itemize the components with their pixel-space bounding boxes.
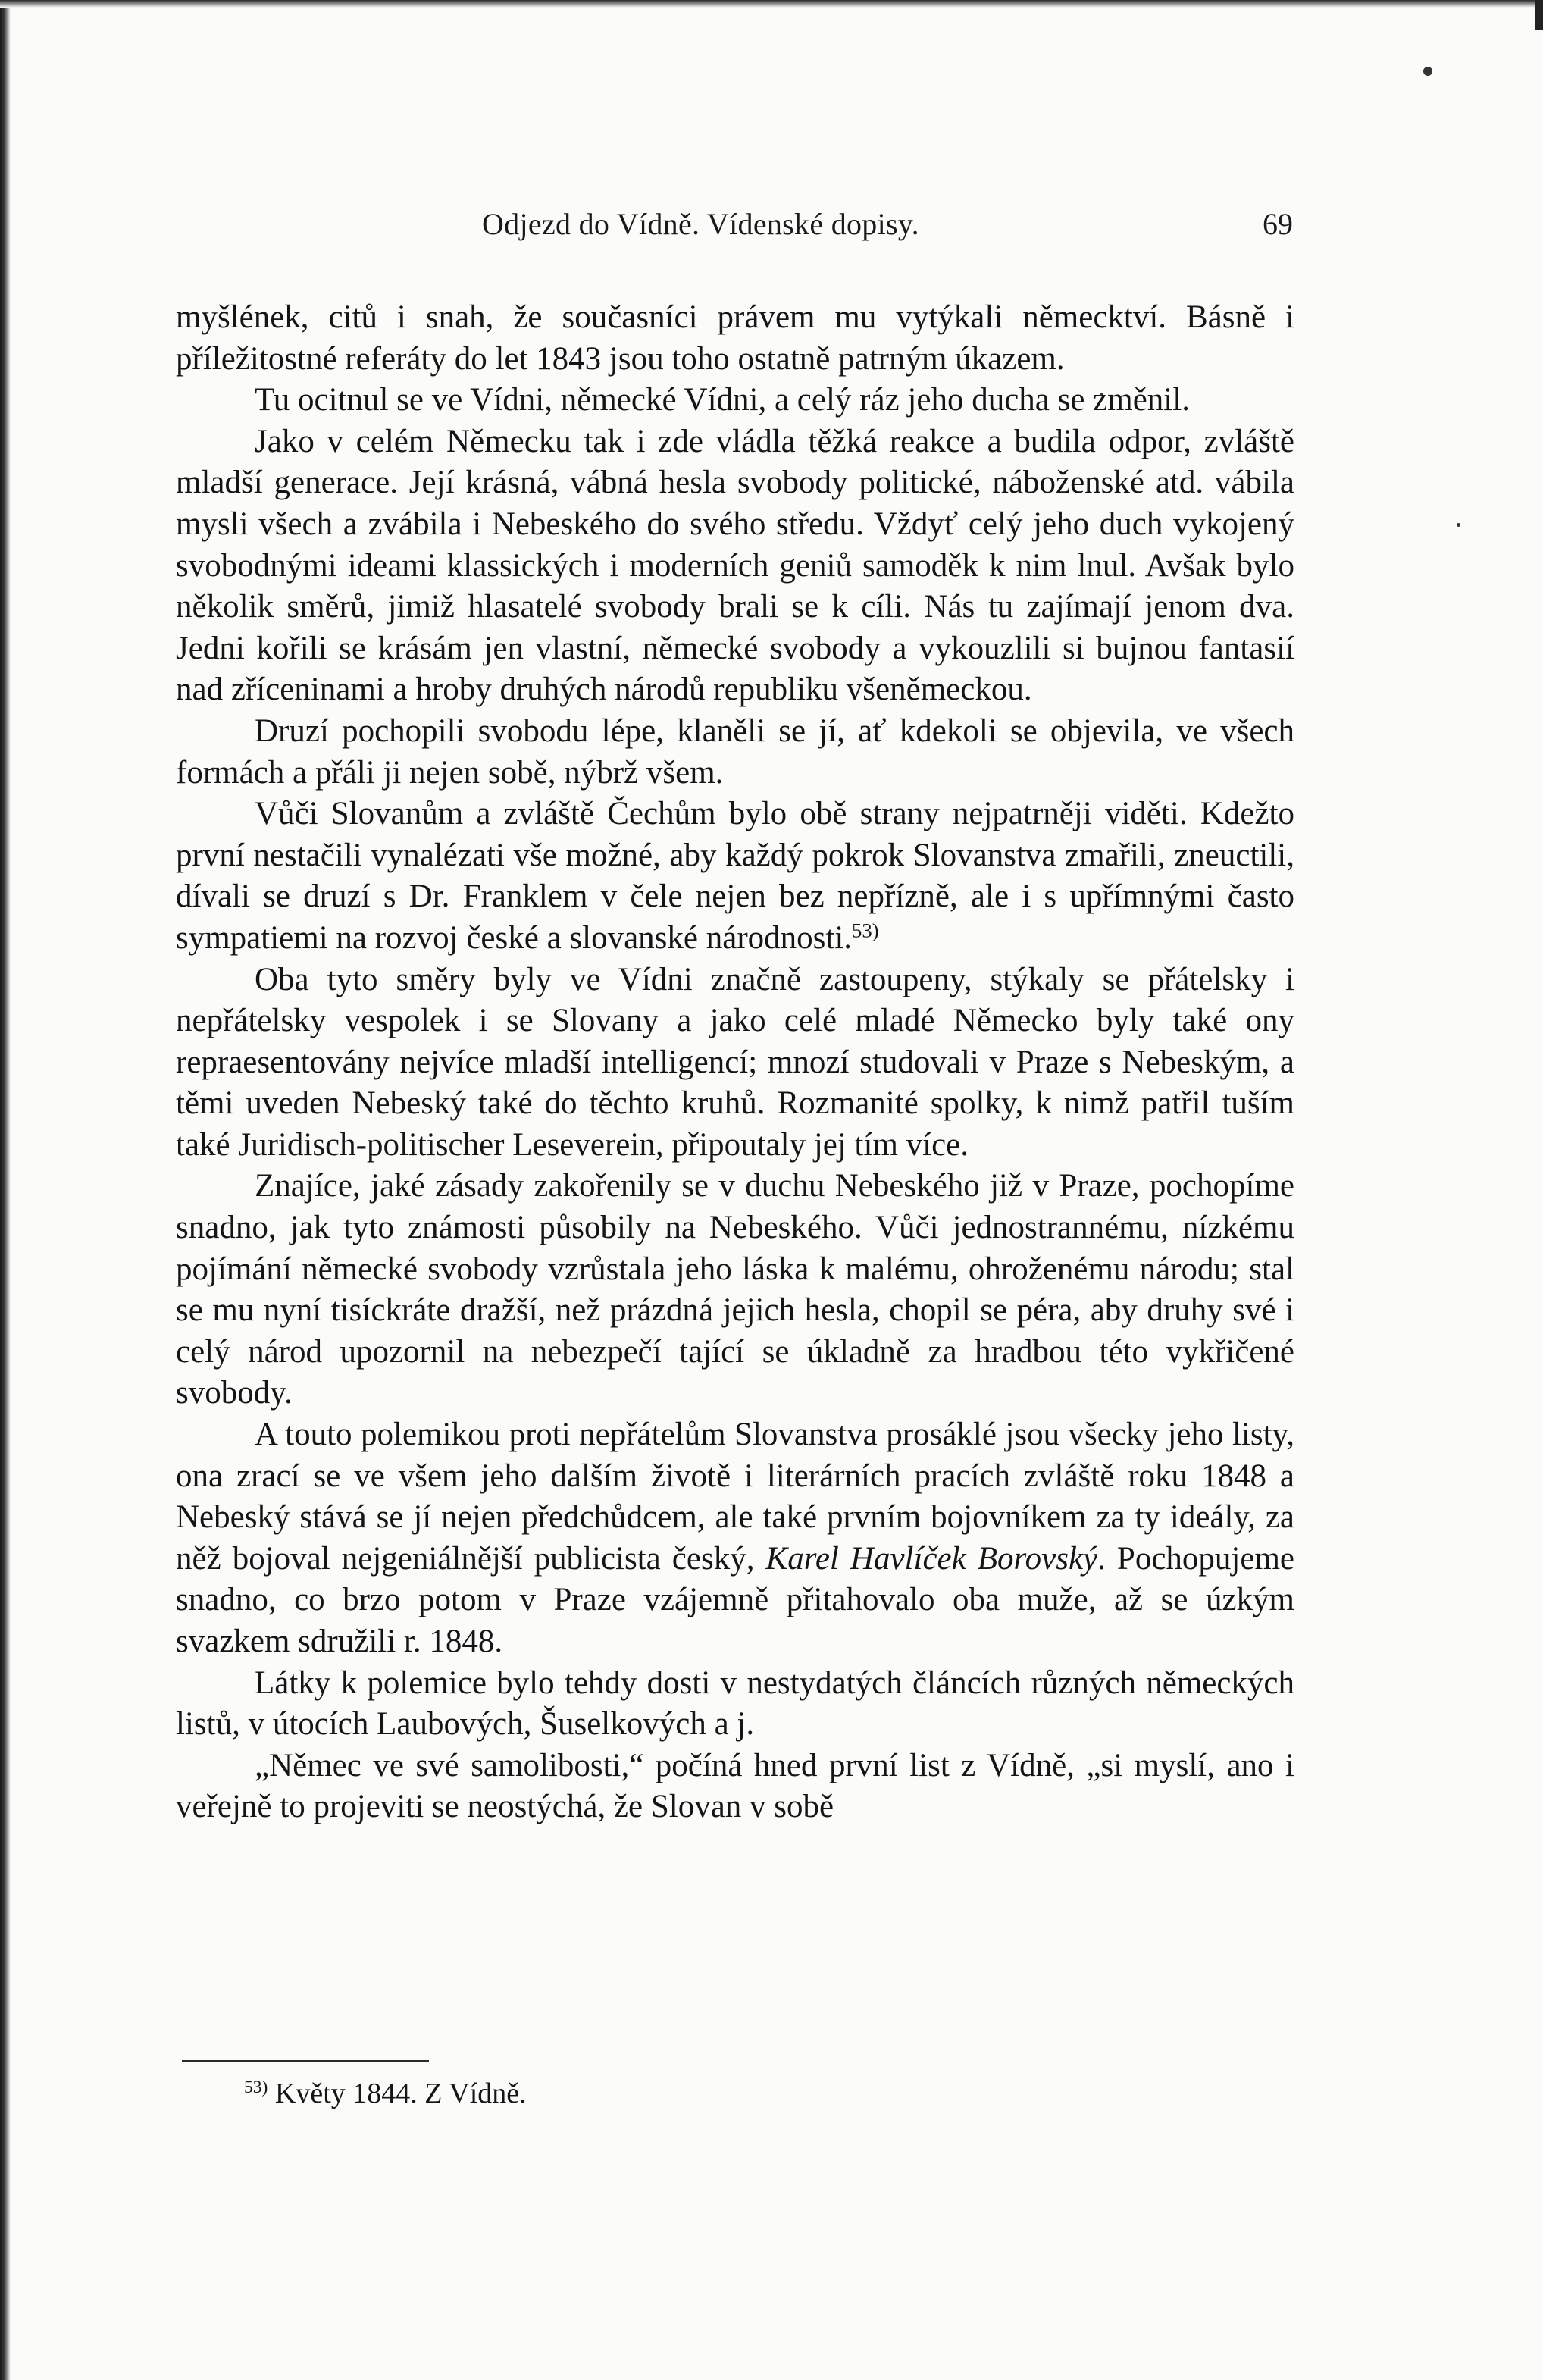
- running-head: [482, 206, 1293, 252]
- paragraph-text: . Pochopujeme snadno, co brzo potom v Praze vzájemně přitahovalo oba muže, až se úzkým svazkem sdružili r. 1848.: [176, 1540, 1294, 1659]
- paragraph: Jako v celém Německu tak i zde vládla těžká reakce a budila odpor, zvláště mladší generace. Její krásná, vábná hesla svobody politické, náboženské atd. vábila mysli všech a zvábila i Nebeského do svého středu. Vždyť celý jeho duch vykojený svobodnými ideami klassických i moderních geniů samoděk k nim lnul. Avšak bylo několik směrů, jimiž hlasatelé svobody brali se k cíli. Nás tu zajímají jenom dva. Jedni kořili se krásám jen vlastní, německé svobody a vykouzlili si bujnou fantasií nad zříceninami a hroby druhých národů republiku všeněmeckou.: [176, 423, 1294, 708]
- dust-speck: [1423, 67, 1432, 76]
- running-title: Odjezd do Vídně. Vídenské dopisy.: [482, 207, 919, 241]
- page-number: 69: [1263, 207, 1293, 241]
- paragraph: Druzí pochopili svobodu lépe, klaněli se jí, ať kdekoli se objevila, ve všech formách a přáli ji nejen sobě, nýbrž všem.: [176, 712, 1294, 791]
- paragraph: [176, 1414, 1294, 1663]
- paragraph: Znajíce, jaké zásady zakořenily se v duchu Nebeského již v Praze, pochopíme snadno, jak tyto známosti působily na Nebeského. Vůči jednostrannému, nízkému pojímání německé svobody vzrůstala jeho láska k malému, ohroženému národu; stal se mu nyní tisíckráte dražší, než prázdná jejich hesla, chopil se péra, aby druhy své i celý národ upozornil na nebezpečí tající se úkladně za hradbou této vykřičené svobody.: [176, 1168, 1294, 1411]
- paragraph: [176, 794, 1294, 959]
- dust-speck: [1457, 523, 1460, 527]
- footnote-reference: 53): [852, 919, 879, 942]
- footnote-mark: 53): [244, 2078, 268, 2098]
- paragraph: „Němec ve své samolibosti,“ počíná hned první list z Vídně, „si myslí, ano i veřejně to projeviti se neostýchá, že Slovan v sobě: [176, 1747, 1294, 1825]
- footnote-divider: [182, 2060, 429, 2062]
- paragraph-text: Vůči Slovanům a zvláště Čechům bylo obě strany nejpatrněji viděti. Kdežto první nestačili vynalézati vše možné, aby každý pokrok Slovanstva zmařili, zneuctili, dívali se druzí s Dr. Franklem v čele nejen bez nepřízně, ale i s upřímnými často sympatiemi na rozvoj české a slovanské národnosti.: [176, 796, 1294, 956]
- body-text: [176, 297, 1294, 1828]
- paragraph: myšlének, citů i snah, že současníci právem mu vytýkali německtví. Básně i příležitostné referáty do let 1843 jsou toho ostatně patrným úkazem.: [176, 299, 1294, 377]
- paragraph: Oba tyto směry byly ve Vídni značně zastoupeny, stýkaly se přátelsky i nepřátelsky vespolek i se Slovany a jako celé mladé Německo byly také ony repraesentovány nejvíce mladší intelligencí; mnozí studovali v Praze s Nebeským, a těmi uveden Nebeský také do těchto kruhů. Rozmanité spolky, k nimž patřil tuším také Juridisch-politischer Leseverein, připoutaly jej tím více.: [176, 961, 1294, 1163]
- footnote: [244, 2077, 527, 2110]
- footnote-text: Květy 1844. Z Vídně.: [268, 2078, 527, 2109]
- scan-edge-left: [0, 0, 11, 2380]
- scan-edge-right: [1535, 0, 1543, 30]
- scan-edge-top: [0, 0, 1543, 8]
- paragraph: Tu ocitnul se ve Vídni, německé Vídni, a celý ráz jeho ducha se změnil.: [255, 382, 1190, 418]
- paragraph-text: A touto polemikou proti nepřátelům Slovanstva prosáklé jsou všecky jeho listy, ona zrací se ve všem jeho dalším životě i literárních pracích zvláště roku 1848 a Nebeský stává se jí nejen předchůdcem, ale také prvním bojovníkem za ty ideály, za něž bojoval nejgeniálnější publicista český,: [176, 1417, 1294, 1577]
- paragraph: Látky k polemice bylo tehdy dosti v nestydatých článcích různých německých listů, v útocích Laubových, Šuselkových a j.: [176, 1664, 1294, 1743]
- italic-name: Karel Havlíček Borovský: [765, 1540, 1098, 1577]
